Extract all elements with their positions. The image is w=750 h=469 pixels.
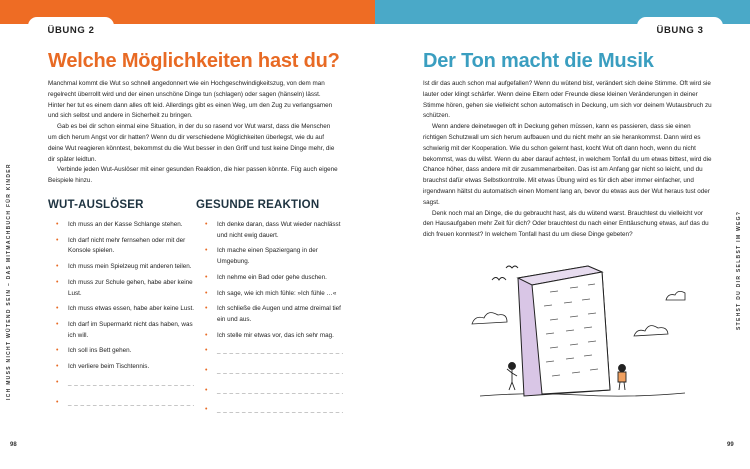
intro-text <box>423 79 713 241</box>
bird-icon <box>506 266 518 268</box>
paragraph: Gab es bei dir schon einmal eine Situation, in der du so rasend vor Wut warst, dass die Menschen um dich herum Angst vor dir hatten? Wenn du dir verschiedene Möglichkeiten überlegst, wie du auf deine Wut reagieren könntest, bekommst du die Wut besser in den Griff und tust keine Dinge mehr, die dir später leidtun. <box>48 123 335 163</box>
paragraph: Wenn andere deinetwegen oft in Deckung gehen müssen, kann es passieren, dass sie einen richtigen Schutzwall um sich herum aufbauen und du nicht mehr an sie herankommst. Dann wird es schwierig mit der Kooperation. Wie du schon gelernt hast, kocht Wut oft dann hoch, wenn du nicht bekommst, was du willst. Wenn du aber darauf achtest, in welchem Tonfall du um etwas bittest, wird die Chance höher, dass andere mit dir zusammenarbeiten. Das ist am Anfang gar nicht so leicht, und du brauchst dafür etwas Selbstkontrolle. Mit etwas Übung wird es für dich aber immer einfacher, und irgendwann hältst du automatisch einen Moment lang an, bevor du etwas aus der Wut heraus tust oder sagst. <box>423 123 712 206</box>
person-right-icon <box>618 365 626 391</box>
paragraph: Verbinde jeden Wut-Auslöser mit einer gesunden Reaktion, die hier passen könnte. Füg auch eigene Beispiele hinzu. <box>48 166 338 185</box>
list-item: • Ich soll ins Bett gehen. <box>56 346 194 357</box>
list-item: • Ich nehme ein Bad oder gehe duschen. <box>205 273 343 284</box>
list-item: • Ich muss an der Kasse Schlange stehen. <box>56 220 194 231</box>
page-number: 98 <box>10 442 17 448</box>
exercise-tab: ÜBUNG 3 <box>637 17 723 43</box>
ground-line <box>480 393 685 396</box>
list-item: • Ich muss mein Spielzeug mit anderen teilen. <box>56 262 194 273</box>
cloud-icon <box>666 291 685 300</box>
page-title: Der Ton macht die Musik <box>423 50 654 72</box>
wall-illustration <box>470 258 690 418</box>
reactions-heading: GESUNDE REAKTION <box>196 199 320 211</box>
intro-text <box>48 79 338 187</box>
list-item: • Ich sage, wie ich mich fühle: »Ich fühle …« <box>205 289 343 300</box>
blank-line <box>205 346 343 357</box>
exercise-tab: ÜBUNG 2 <box>28 17 114 43</box>
paragraph: Denk noch mal an Dinge, die du gebraucht hast, als du wütend warst. Brauchtest du vielleicht vor den Hausaufgaben mehr Zeit für dich? Oder brauchtest du nach einer Enttäuschung etwas, auf das du dich freuen konntest? In welchem Tonfall hast du um diese Dinge gebeten? <box>423 209 709 239</box>
reactions-list <box>205 220 343 425</box>
running-title: ICH MUSS NICHT WÜTEND SEIN – DAS MITMACHBUCH FÜR KINDER <box>6 163 12 400</box>
list-item: • Ich mache einen Spaziergang in der Umgebung. <box>205 246 343 267</box>
paragraph: Ist dir das auch schon mal aufgefallen? Wenn du wütend bist, verändert sich deine Stimme. Oft wird sie lauter oder klingt schärfer. Wenn deine Eltern oder Freunde diese kleinen Veränderungen in deiner Stimme hören, gehen sie vielleicht schon automatisch in Deckung, um sich vor deinem Wutausbruch zu schützen. <box>423 80 712 120</box>
list-item: • Ich stelle mir etwas vor, das ich sehr mag. <box>205 331 343 342</box>
cloud-icon <box>472 313 507 324</box>
list-item: • Ich verliere beim Tischtennis. <box>56 362 194 373</box>
blank-line <box>205 405 343 416</box>
list-item: • Ich muss etwas essen, habe aber keine Lust. <box>56 304 194 315</box>
person-left-icon <box>507 363 517 391</box>
blank-line <box>56 378 194 389</box>
running-title: STEHST DU DIR SELBST IM WEG? <box>736 210 742 330</box>
list-item: • Ich darf nicht mehr fernsehen oder mit der Konsole spielen. <box>56 236 194 257</box>
triggers-heading: WUT-AUSLÖSER <box>48 199 144 211</box>
list-item: • Ich darf im Supermarkt nicht das haben, was ich will. <box>56 320 194 341</box>
list-item: • Ich schließe die Augen und atme dreimal tief ein und aus. <box>205 304 343 325</box>
page-number: 99 <box>727 442 734 448</box>
right-page <box>375 0 750 469</box>
blank-line <box>205 366 343 377</box>
blank-line <box>205 386 343 397</box>
list-item: • Ich muss zur Schule gehen, habe aber keine Lust. <box>56 278 194 299</box>
triggers-list <box>56 220 194 417</box>
list-item: • Ich denke daran, dass Wut wieder nachlässt und nicht ewig dauert. <box>205 220 343 241</box>
wall-side <box>532 272 610 394</box>
page-title: Welche Möglichkeiten hast du? <box>48 50 340 72</box>
paragraph: Manchmal kommt die Wut so schnell angedonnert wie ein Hochgeschwindigkeitszug, von dem man regelrecht überrollt wird und der einen unschöne Dinge tun (schlagen) oder sagen (hänseln) lässt. Hinter her tut es einem dann alles oft leid. Allerdings gibt es einen Weg, um den Zug zu verlangsamen und sich selbst und andere in Sicherheit zu bringen. <box>48 80 333 120</box>
bird-icon <box>492 278 506 281</box>
cloud-icon <box>634 326 668 336</box>
blank-line <box>56 398 194 409</box>
